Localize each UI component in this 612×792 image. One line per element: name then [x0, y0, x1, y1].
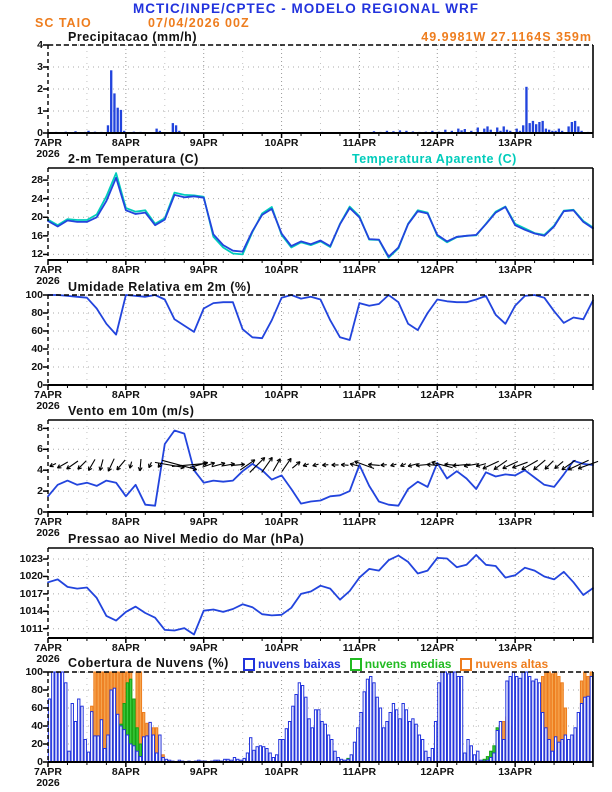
y-tick-label: 28: [31, 174, 43, 187]
station-label: SC TAIO: [35, 16, 92, 30]
x-tick-label: 13APR: [498, 264, 533, 276]
plot-area: [48, 420, 593, 512]
y-tick-label: 1020: [19, 570, 43, 583]
x-tick-label: 11APR: [342, 766, 377, 778]
legend-item-mid-clouds: [350, 657, 452, 671]
panel-title-temperature: 2-m Temperatura (C): [68, 152, 199, 166]
y-tick-label: 1014: [19, 605, 43, 618]
y-tick-label: 1023: [19, 553, 43, 566]
x-tick-label: 8APR: [111, 389, 140, 401]
x-tick-label: 7APR: [33, 389, 62, 401]
x-tick-label: 7APR: [33, 516, 62, 528]
high-clouds-swatch-icon: [460, 658, 472, 671]
y-tick-label: 0: [37, 506, 43, 518]
x-tick-label: 12APR: [420, 516, 455, 528]
x-tick-label: 8APR: [111, 516, 140, 528]
legend-item-low-clouds: [243, 657, 341, 671]
x-tick-label: 8APR: [111, 766, 140, 778]
x-tick-label: 10APR: [264, 766, 299, 778]
y-tick-label: 60: [31, 325, 43, 337]
panel-title-apparent-temperature: Temperatura Aparente (C): [352, 152, 517, 166]
x-axis-year-label: 2026: [36, 400, 60, 412]
low-clouds-swatch-icon: [243, 658, 255, 671]
x-tick-label: 12APR: [420, 389, 455, 401]
panel-title-humidity: Umidade Relativa em 2m (%): [68, 280, 252, 294]
y-tick-label: 1: [37, 105, 43, 117]
y-tick-label: 100: [25, 666, 43, 678]
x-tick-label: 12APR: [420, 137, 455, 149]
x-tick-label: 9APR: [189, 264, 218, 276]
y-tick-label: 24: [31, 192, 43, 205]
y-tick-label: 12: [31, 248, 43, 261]
x-tick-label: 10APR: [264, 264, 299, 276]
legend-label-high-clouds: nuvens altas: [475, 657, 549, 671]
panel-title-pressure: Pressao ao Nivel Medio do Mar (hPa): [68, 532, 305, 546]
x-tick-label: 7APR: [33, 264, 62, 276]
x-axis-year-label: 2026: [36, 653, 60, 665]
run-date-label: 07/04/2026 00Z: [148, 16, 250, 30]
panel-title-precipitation: Precipitacao (mm/h): [68, 30, 197, 44]
x-tick-label: 13APR: [498, 137, 533, 149]
y-tick-label: 4: [37, 39, 43, 51]
y-tick-label: 1017: [19, 587, 43, 600]
x-tick-label: 9APR: [189, 642, 218, 654]
x-tick-label: 8APR: [111, 264, 140, 276]
y-tick-label: 0: [37, 127, 43, 139]
panel-title-wind: Vento em 10m (m/s): [68, 404, 195, 418]
x-tick-label: 7APR: [33, 137, 62, 149]
x-tick-label: 9APR: [189, 137, 218, 149]
y-tick-label: 20: [31, 361, 43, 373]
x-tick-label: 11APR: [342, 642, 377, 654]
plot-area: [48, 672, 593, 762]
x-tick-label: 9APR: [189, 389, 218, 401]
x-tick-label: 13APR: [498, 389, 533, 401]
y-tick-label: 20: [31, 211, 43, 224]
y-tick-label: 1011: [20, 622, 43, 635]
y-tick-label: 100: [25, 289, 43, 301]
plot-area: [48, 168, 593, 260]
x-tick-label: 12APR: [420, 766, 455, 778]
mid-clouds-swatch-icon: [350, 658, 362, 671]
x-tick-label: 13APR: [498, 516, 533, 528]
x-tick-label: 9APR: [189, 766, 218, 778]
y-tick-label: 80: [31, 684, 43, 696]
y-tick-label: 40: [31, 720, 43, 732]
y-tick-label: 3: [37, 61, 43, 73]
cloud-legend: [243, 657, 548, 671]
y-tick-label: 60: [31, 702, 43, 714]
y-tick-label: 40: [31, 343, 43, 355]
x-tick-label: 10APR: [264, 137, 299, 149]
y-tick-label: 0: [37, 379, 43, 391]
legend-item-high-clouds: [460, 657, 548, 671]
plot-area: [48, 548, 593, 638]
y-tick-label: 2: [37, 485, 43, 498]
y-tick-label: 80: [31, 307, 43, 319]
x-axis-year-label: 2026: [36, 148, 60, 160]
x-tick-label: 10APR: [264, 642, 299, 654]
x-tick-label: 13APR: [498, 642, 533, 654]
x-tick-label: 10APR: [264, 389, 299, 401]
x-tick-label: 11APR: [342, 137, 377, 149]
panel-title-clouds: Cobertura de Nuvens (%): [68, 656, 229, 670]
x-tick-label: 7APR: [33, 766, 62, 778]
y-tick-label: 0: [37, 756, 43, 768]
legend-label-mid-clouds: nuvens medias: [364, 657, 452, 671]
x-tick-label: 9APR: [189, 516, 218, 528]
y-tick-label: 4: [37, 464, 43, 477]
location-label: 49.9981W 27.1164S 359m: [421, 30, 592, 44]
y-tick-label: 6: [37, 443, 43, 456]
y-tick-label: 8: [37, 422, 43, 435]
x-tick-label: 10APR: [264, 516, 299, 528]
plot-area: [48, 295, 593, 385]
x-tick-label: 11APR: [342, 389, 377, 401]
x-tick-label: 7APR: [33, 642, 62, 654]
x-axis-year-label: 2026: [36, 527, 60, 539]
x-tick-label: 12APR: [420, 264, 455, 276]
plot-area: [48, 45, 593, 133]
x-tick-label: 8APR: [111, 137, 140, 149]
y-tick-label: 16: [31, 229, 43, 242]
x-tick-label: 8APR: [111, 642, 140, 654]
legend-label-low-clouds: nuvens baixas: [258, 657, 341, 671]
x-tick-label: 11APR: [342, 264, 377, 276]
y-tick-label: 20: [31, 738, 43, 750]
y-tick-label: 2: [37, 83, 43, 95]
x-tick-label: 11APR: [342, 516, 377, 528]
x-tick-label: 13APR: [498, 766, 533, 778]
x-tick-label: 12APR: [420, 642, 455, 654]
x-axis-year-label: 2026: [36, 275, 60, 287]
x-axis-year-label: 2026: [36, 777, 60, 789]
model-title: MCTIC/INPE/CPTEC - MODELO REGIONAL WRF: [133, 1, 479, 16]
